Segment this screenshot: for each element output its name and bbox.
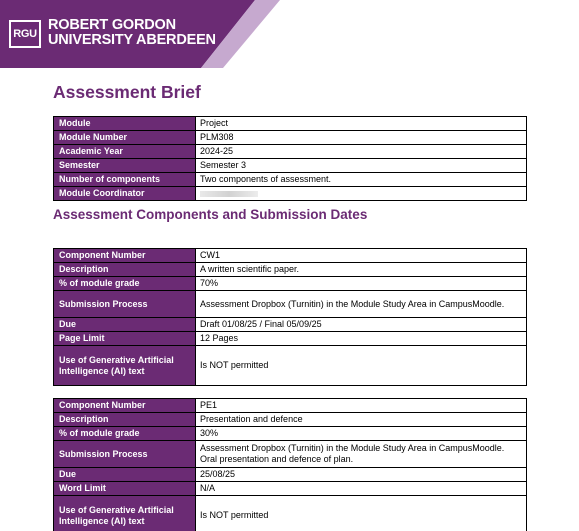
row-label: Submission Process [54,441,196,468]
row-value: Draft 01/08/25 / Final 05/09/25 [196,318,527,332]
row-label: Use of Generative Artificial Intelligence (AI) text [54,496,196,531]
table-row [54,441,527,468]
table-row [54,468,527,482]
row-value: N/A [196,482,527,496]
row-value: Semester 3 [196,159,527,173]
row-label: Due [54,468,196,482]
redacted-name [200,191,258,197]
row-label: Submission Process [54,291,196,318]
row-label: % of module grade [54,427,196,441]
page-title: Assessment Brief [53,82,201,102]
table-row [54,291,527,318]
table-row [54,263,527,277]
row-value: 25/08/25 [196,468,527,482]
row-value: 12 Pages [196,332,527,346]
row-label: Academic Year [54,145,196,159]
rgu-logo [9,20,41,48]
module-info-table [53,116,527,201]
row-label: Word Limit [54,482,196,496]
table-row [54,318,527,332]
component-table-cw1 [53,248,527,386]
row-value: Two components of assessment. [196,173,527,187]
row-label: Page Limit [54,332,196,346]
row-value: Assessment Dropbox (Turnitin) in the Module Study Area in CampusMoodle. Oral presentation and defence of plan. [196,441,527,468]
row-label: Component Number [54,249,196,263]
row-label: Use of Generative Artificial Intelligence (AI) text [54,346,196,386]
row-label: % of module grade [54,277,196,291]
row-label: Module Number [54,131,196,145]
row-label: Module [54,117,196,131]
table-row [54,117,527,131]
university-name-line1: ROBERT GORDON [48,17,176,33]
row-label: Description [54,263,196,277]
row-label: Module Coordinator [54,187,196,201]
university-name-line2: UNIVERSITY ABERDEEN [48,32,216,48]
row-value: Is NOT permitted [196,496,527,531]
table-row [54,187,527,201]
header-banner [0,0,579,68]
row-value: Is NOT permitted [196,346,527,386]
row-value: PE1 [196,399,527,413]
row-value: Project [196,117,527,131]
table-row [54,332,527,346]
row-value: CW1 [196,249,527,263]
table-row [54,131,527,145]
table-row [54,249,527,263]
table-row [54,159,527,173]
row-label: Semester [54,159,196,173]
table-row [54,399,527,413]
table-row [54,427,527,441]
row-value: A written scientific paper. [196,263,527,277]
table-row [54,277,527,291]
row-label: Description [54,413,196,427]
section-title: Assessment Components and Submission Dates [53,207,368,222]
module-coordinator-value [196,187,527,201]
row-value: 2024-25 [196,145,527,159]
row-value: 30% [196,427,527,441]
table-row [54,173,527,187]
table-row [54,346,527,386]
row-value: 70% [196,277,527,291]
table-row [54,482,527,496]
row-label: Number of components [54,173,196,187]
row-value: PLM308 [196,131,527,145]
rgu-logo-text: RGU [13,28,37,40]
row-value: Assessment Dropbox (Turnitin) in the Module Study Area in CampusMoodle. [196,291,527,318]
table-row [54,413,527,427]
row-label: Due [54,318,196,332]
row-label: Component Number [54,399,196,413]
table-row [54,496,527,531]
component-table-pe1 [53,398,527,531]
row-value: Presentation and defence [196,413,527,427]
table-row [54,145,527,159]
